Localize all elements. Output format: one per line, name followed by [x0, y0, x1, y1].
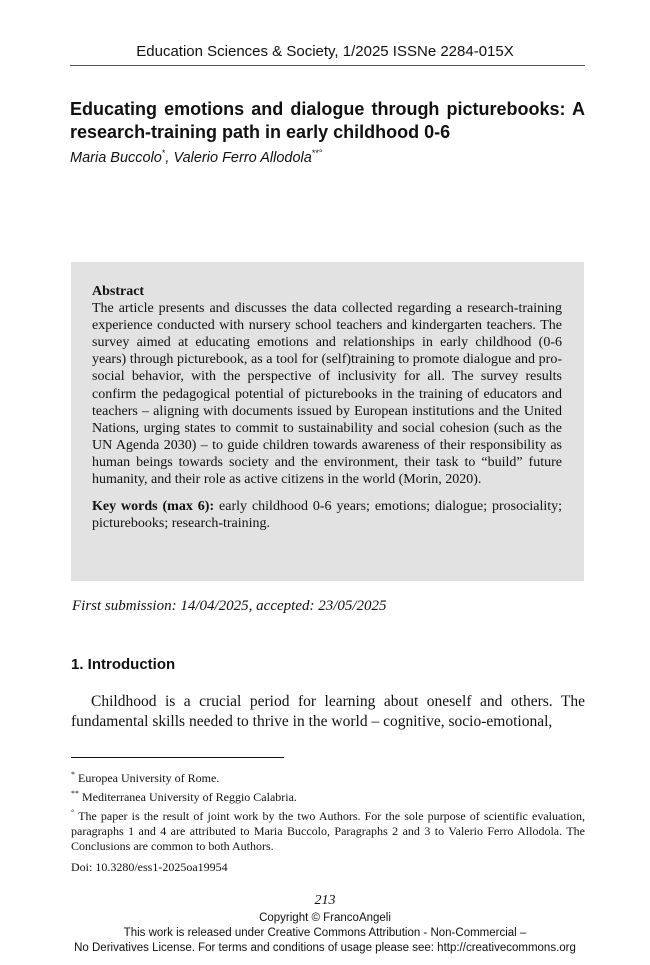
journal-header: Education Sciences & Society, 1/2025 ISSNe 2284-015X: [136, 43, 514, 60]
article-title: Educating emotions and dialogue through picturebooks: A research-training path in early childhood 0-6: [70, 99, 585, 142]
footnote-text: Mediterranea University of Reggio Calabria.: [82, 790, 297, 804]
footnote-text: The paper is the result of joint work by the two Authors. For the sole purpose of scientific evaluation, paragraphs 1 and 4 are attributed to Maria Buccolo, Paragraphs 2 and 3 to Valerio Ferro Allodola. The Conclusions are common to both Authors.: [71, 809, 585, 853]
abstract-text: The article presents and discusses the data collected regarding a research-training experience conducted with nursery school teachers and kindergarten teachers. The survey aimed at educating emotions and relationships in early childhood (0-6 years) through picturebook, as a tool for (self)training to promote dialogue and pro-social behavior, with the perspective of inclusivity for all. The survey results confirm the pedagogical potential of picturebooks in the training of educators and teachers – aligning with documents issued by European institutions and the United Nations, urging states to commit to sustainability and social cohesion (such as the UN Agenda 2030) – to guide children towards awareness of their responsibility as human beings towards society and the environment, their task to “build” future humanity, and their role as active citizens in the world (Morin, 2020).: [92, 301, 562, 488]
footnote-mark: *: [71, 770, 75, 779]
page-number: 213: [314, 893, 336, 908]
header-rule: [70, 65, 585, 66]
author-affiliation-mark: *: [161, 148, 166, 158]
footnote-text: Europea University of Rome.: [78, 771, 220, 785]
keywords-label: Key words (max 6):: [92, 499, 215, 515]
keywords-list: early childhood 0-6 years; emotions; dialogue; prosociality; picturebooks; research-training.: [92, 499, 563, 532]
license-line: This work is released under Creative Commons Attribution - Non-Commercial –: [123, 927, 527, 939]
doi: Doi: 10.3280/ess1-2025oa19954: [71, 860, 228, 874]
author-name: Maria Buccolo: [70, 150, 162, 166]
abstract-heading: Abstract: [92, 284, 145, 299]
submission-dates: First submission: 14/04/2025, accepted: 23/05/2025: [72, 598, 387, 614]
author-affiliation-mark: **°: [311, 148, 323, 158]
license-notice: [0, 911, 650, 956]
keywords: [92, 498, 562, 532]
author-name: Valerio Ferro Allodola: [173, 150, 312, 166]
footnote: [71, 767, 585, 786]
abstract-box: [71, 262, 584, 581]
abstract-content: [92, 283, 562, 532]
footnote-mark: °: [71, 808, 75, 817]
section-heading: 1. Introduction: [71, 656, 176, 673]
footnotes: [71, 767, 585, 854]
intro-paragraph: Childhood is a crucial period for learning about oneself and others. The fundamental skills needed to thrive in the world – cognitive, socio-emotional,: [71, 693, 585, 730]
author-separator: ,: [165, 150, 174, 166]
footnote: [71, 786, 585, 805]
copyright-line: Copyright © FrancoAngeli: [259, 912, 391, 924]
footnote-mark: **: [71, 789, 79, 798]
footnote-rule: [71, 757, 284, 758]
license-line: No Derivatives License. For terms and conditions of usage please see: http://creativecommons.org: [74, 942, 576, 954]
author-line: [70, 148, 585, 166]
footnote: [71, 805, 585, 854]
